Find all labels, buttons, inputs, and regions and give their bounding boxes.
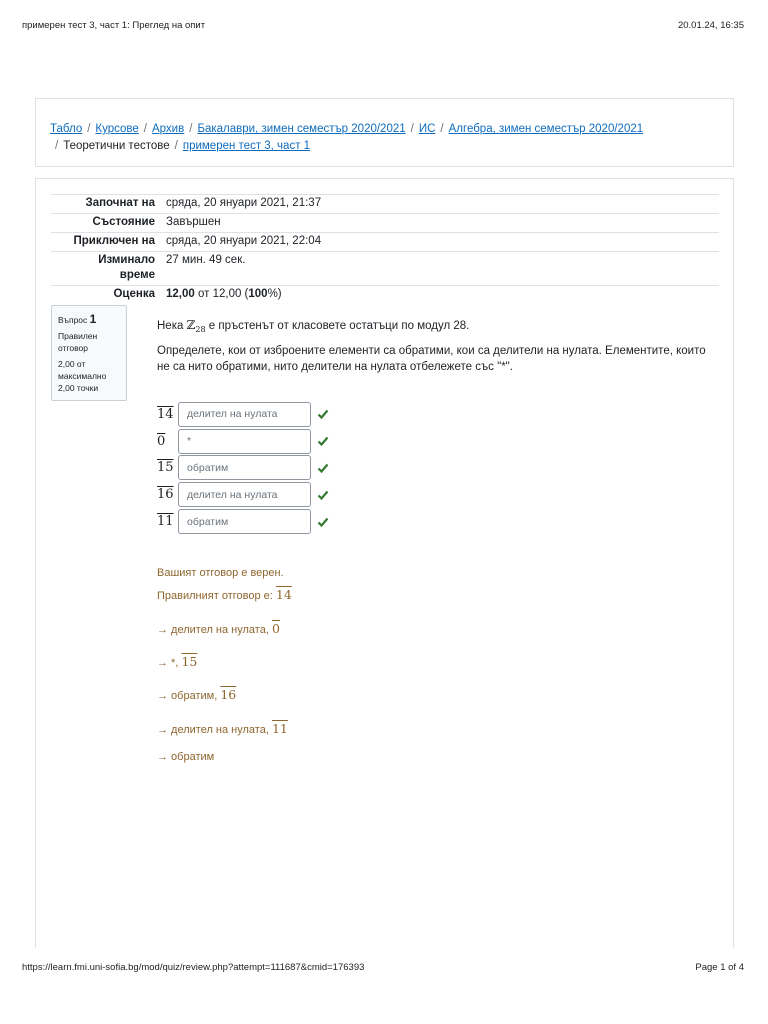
answer-row [157,428,329,455]
attempt-summary-table [51,194,719,304]
print-datetime: 20.01.24, 16:35 [677,20,744,31]
summary-row-started: Започнат на сряда, 20 януари 2021, 21:37 [51,194,719,213]
check-icon [317,462,329,474]
ring-symbol: ℤ$_{28}$ [186,318,206,334]
answer-select[interactable]: делител на нулата [178,402,311,427]
question-text [157,317,717,380]
breadcrumb-item-algebra[interactable]: Алгебра, зимен семестър 2020/2021 [448,123,644,135]
feedback-correct-message: Вашият отговор е верен. [157,567,284,579]
breadcrumb-item-is[interactable]: ИС [418,123,436,135]
feedback-line: → обратим [157,751,215,763]
question-number: Въпрос 1 [58,312,97,326]
answer-element: 14 [157,406,174,422]
feedback-line: → делител на нулата, 11 [157,721,288,736]
question-state: Правилен отговор [58,331,98,353]
answer-element: 11 [157,514,174,530]
breadcrumb-item-quiz[interactable]: примерен тест 3, част 1 [182,140,311,152]
print-header [22,20,744,31]
answer-row [157,401,329,428]
answer-list [157,401,329,535]
feedback-right-answer: Правилният отговор е: 14 [157,587,292,602]
breadcrumb-line-1: Табло / Курсове / Архив / Бакалаври, зимен семестър 2020/2021 / ИС / Алгебра, зимен семестър 2020/2021 [50,123,644,135]
print-title: примерен тест 3, част 1: Преглед на опит [22,20,206,31]
summary-row-state: Състояние Завършен [51,213,719,232]
breadcrumb-item-theory-tests: Теоретични тестове [63,140,170,152]
answer-element: 16 [157,487,174,503]
breadcrumb-item-archive[interactable]: Архив [152,123,185,135]
answer-select[interactable]: * [178,429,311,454]
answer-element: 0 [157,433,166,449]
question-instructions: Определете, кои от изброените елементи са обратими, кои са делители на нулата. Елементите, които не са нито обратими, нито делители на нулата отбележете със "*". [157,345,706,373]
answer-row [157,455,329,482]
question-intro: Нека ℤ$_{28}$ е пръстенът от класовете остатъци по модул 28. [157,318,470,334]
question-grade: 2,00 от максимално 2,00 точки [58,359,107,393]
check-icon [317,408,329,420]
answer-element: 15 [157,460,174,476]
breadcrumb-item-courses[interactable]: Курсове [95,123,139,135]
question-info-box [51,305,127,401]
check-icon [317,435,329,447]
breadcrumb-item-dashboard[interactable]: Табло [50,123,83,135]
check-icon [317,516,329,528]
summary-row-completed: Приключен на сряда, 20 януари 2021, 22:04 [51,232,719,251]
print-url: https://learn.fmi.uni-sofia.bg/mod/quiz/review.php?attempt=111687&cmid=176393 [22,962,365,973]
answer-row [157,508,329,535]
summary-row-time-taken: Изминало време 27 мин. 49 сек. [51,251,719,285]
quiz-review-card [35,178,734,948]
summary-row-grade: Оценка 12,00 от 12,00 (100%) [51,285,719,304]
breadcrumb-line-2: / Теоретични тестове / примерен тест 3, част 1 [55,140,311,152]
answer-row [157,481,329,508]
answer-select[interactable]: делител на нулата [178,482,311,507]
answer-select[interactable]: обратим [178,455,311,480]
breadcrumb [35,98,734,167]
print-footer [22,962,744,973]
feedback-line: → *, 15 [157,654,198,669]
feedback-line: → обратим, 16 [157,687,237,702]
breadcrumb-item-bachelors[interactable]: Бакалаври, зимен семестър 2020/2021 [197,123,406,135]
print-page-number: Page 1 of 4 [695,962,744,973]
check-icon [317,489,329,501]
feedback-line: → делител на нулата, 0 [157,621,280,636]
answer-select[interactable]: обратим [178,509,311,534]
